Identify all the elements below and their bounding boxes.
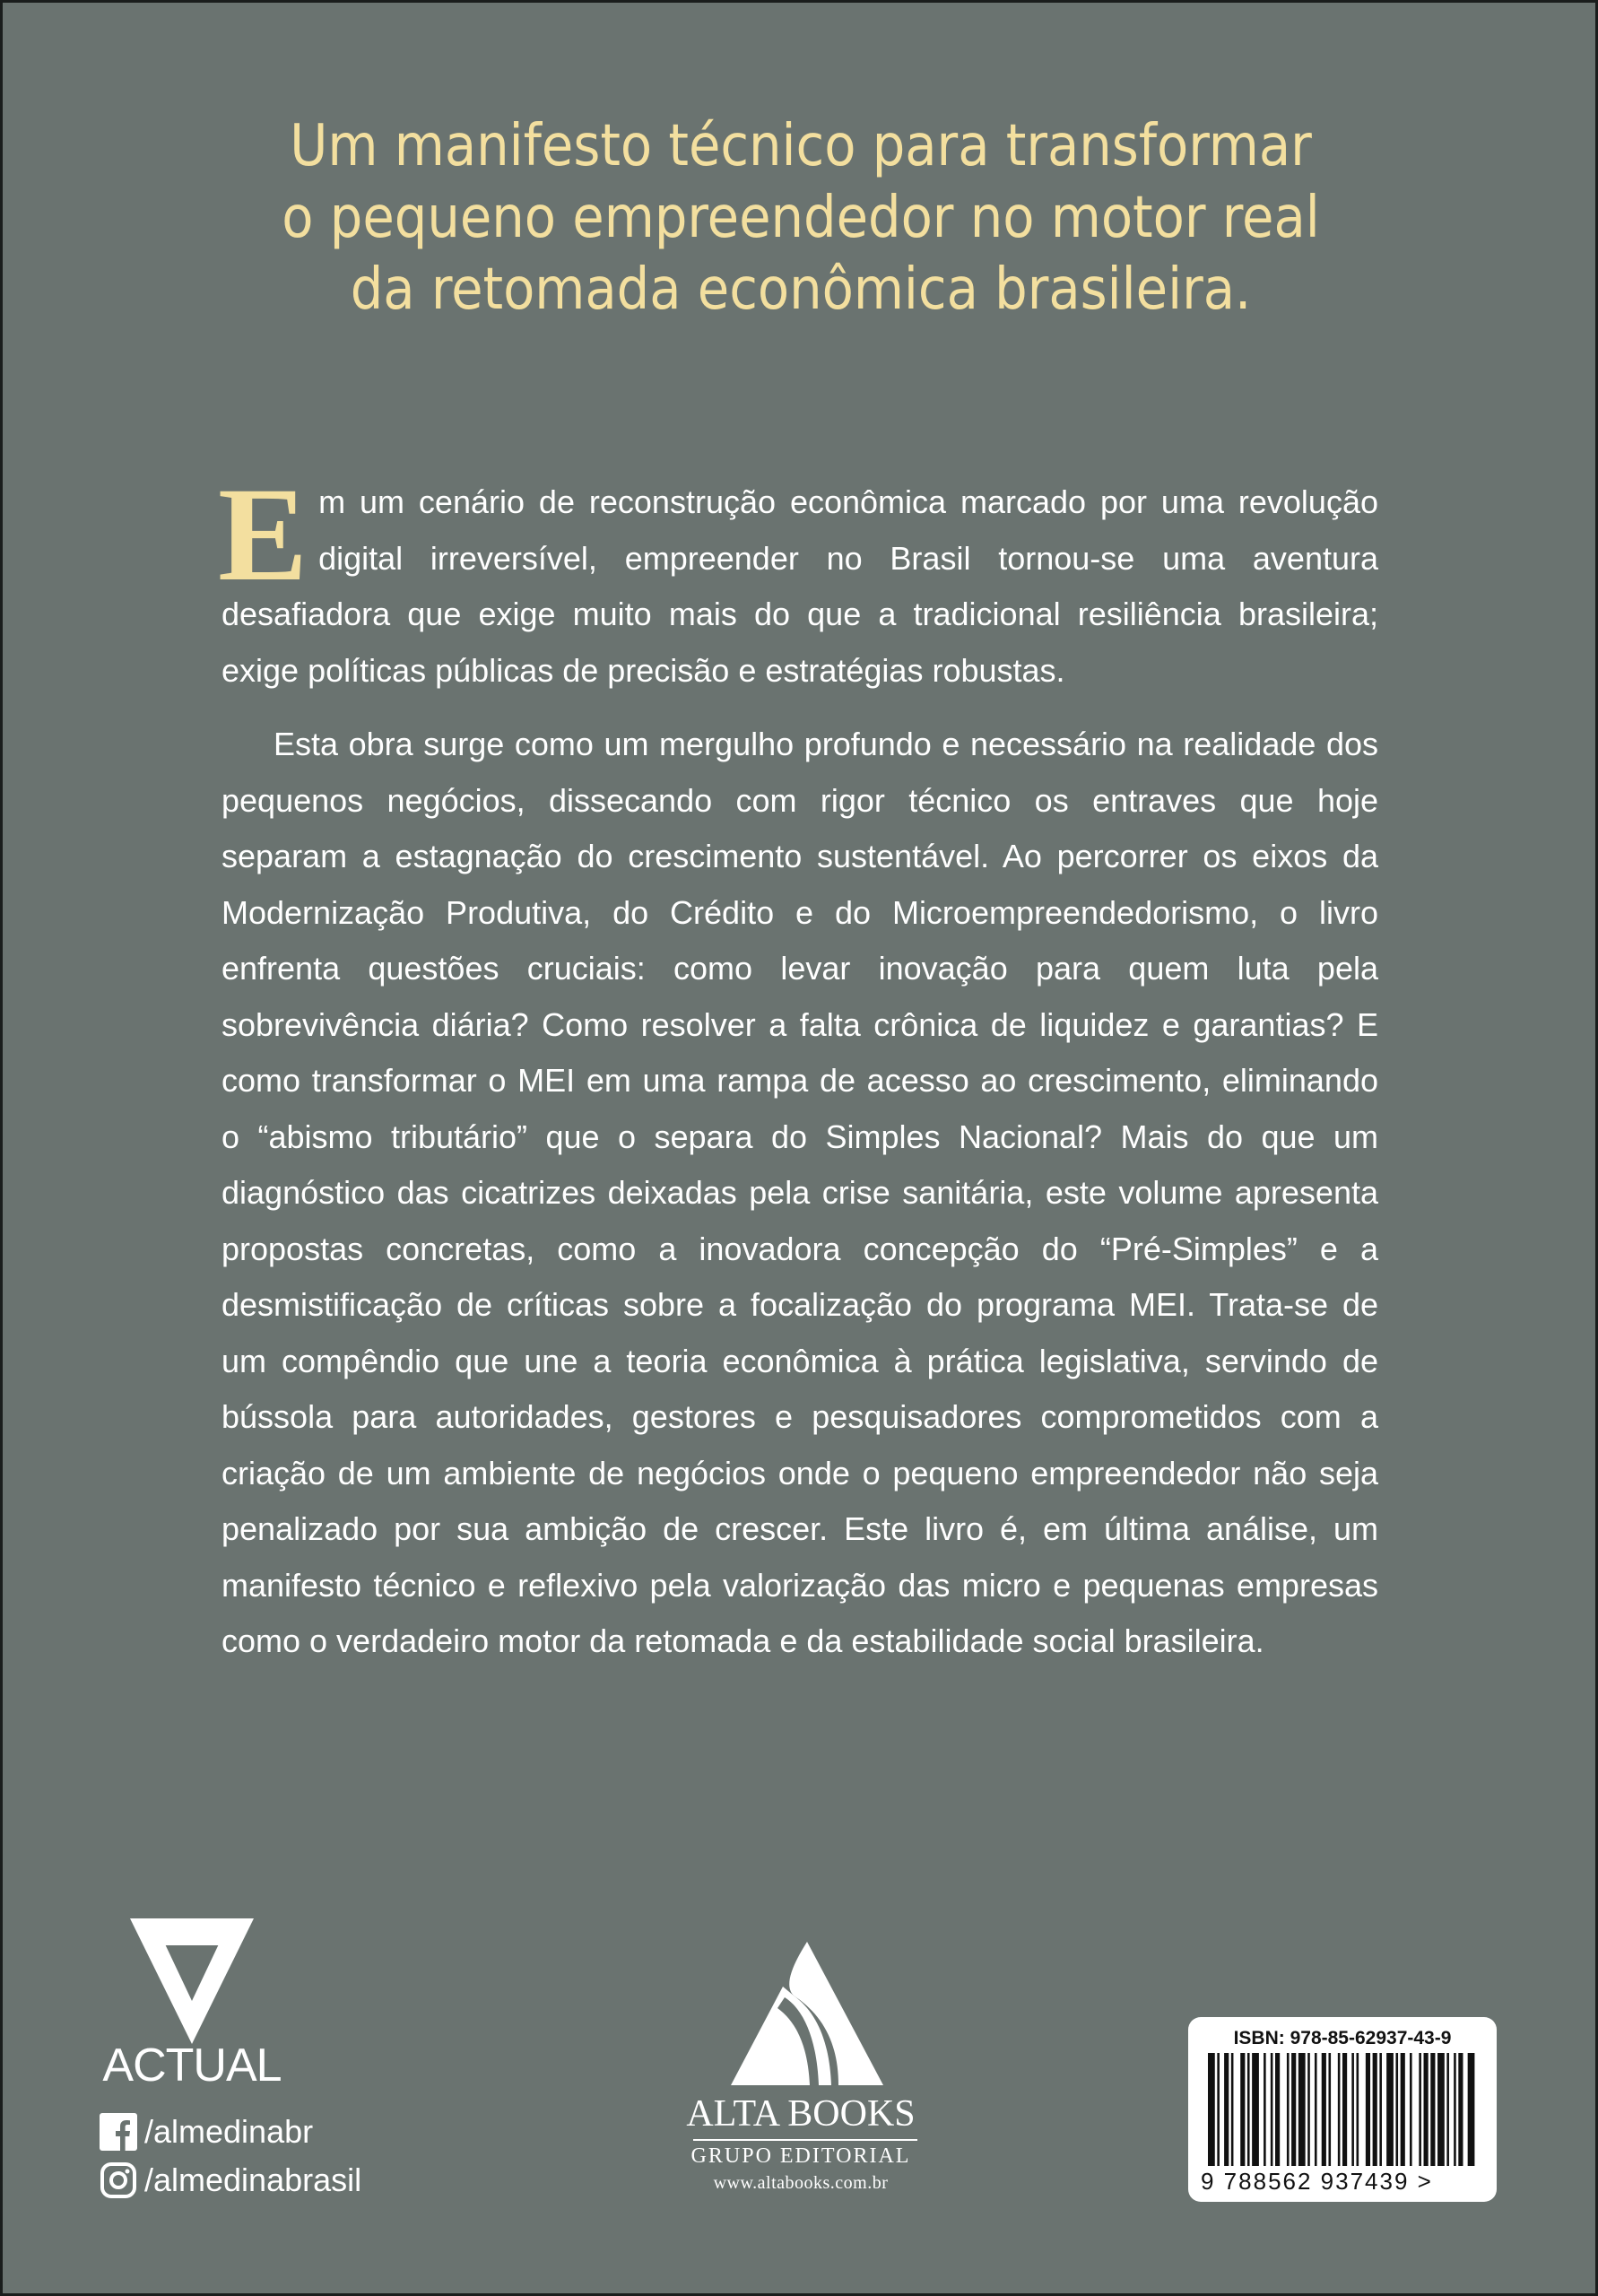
- barcode-bar: [1287, 2053, 1290, 2166]
- barcode-bar: [1224, 2053, 1229, 2166]
- alta-books-divider: [693, 2139, 917, 2141]
- barcode-bar: [1386, 2053, 1394, 2166]
- barcode-bar: [1217, 2053, 1220, 2166]
- barcode-bar: [1424, 2053, 1429, 2166]
- instagram-link[interactable]: [100, 2161, 361, 2200]
- barcode-bar: [1446, 2053, 1449, 2166]
- barcode-bar: [1322, 2053, 1326, 2166]
- facebook-handle: /almedinabr: [144, 2113, 314, 2150]
- barcode-bar: [1291, 2053, 1296, 2166]
- barcode-bar: [1351, 2053, 1354, 2166]
- paragraph-1-text: m um cenário de reconstrução econômica marcado por uma revolução digital irreversível, empreender no Brasil tornou-se uma aventura desafiadora que exige muito mais do que a tradicional resiliência brasileira; exige políticas públicas de precisão e estratégias robustas.: [221, 483, 1378, 689]
- barcode-bar: [1208, 2053, 1215, 2166]
- barcode-bar: [1468, 2053, 1475, 2166]
- barcode-digits: 9 788562 937439 >: [1201, 2168, 1433, 2195]
- barcode-bar: [1275, 2053, 1280, 2166]
- tagline-line-3: da retomada econômica brasileira.: [350, 257, 1252, 323]
- barcode-bar: [1379, 2053, 1382, 2166]
- barcode-bar: [1366, 2053, 1370, 2166]
- barcode-bar: [1395, 2053, 1398, 2166]
- alta-books-url: www.altabooks.com.br: [713, 2173, 889, 2193]
- barcode-bar: [1328, 2053, 1331, 2166]
- barcode-bar: [1247, 2053, 1250, 2166]
- synopsis: [218, 460, 1378, 1670]
- barcode-bars: [1208, 2053, 1477, 2166]
- tagline-line-2: o pequeno empreendedor no motor real: [282, 185, 1320, 251]
- barcode-bar: [1458, 2053, 1463, 2166]
- barcode-bar: [1373, 2053, 1377, 2166]
- instagram-handle: /almedinabrasil: [144, 2161, 362, 2198]
- barcode-bar: [1410, 2053, 1412, 2166]
- facebook-link[interactable]: [100, 2112, 313, 2152]
- barcode-bar: [1419, 2053, 1421, 2166]
- barcode-bar: [1315, 2053, 1317, 2166]
- barcode-bar: [1252, 2053, 1259, 2166]
- drop-cap: E: [218, 460, 308, 609]
- alta-books-logo-icon: [731, 1942, 883, 2085]
- alta-books-name: ALTA BOOKS: [686, 2093, 916, 2135]
- actual-wordmark: ACTUAL: [102, 2039, 282, 2092]
- barcode-bar: [1430, 2053, 1435, 2166]
- tagline: [164, 110, 1437, 326]
- synopsis-paragraph-1: [218, 460, 1378, 699]
- barcode-bar: [1437, 2053, 1445, 2166]
- barcode-bar: [1401, 2053, 1405, 2166]
- facebook-icon: [100, 2113, 137, 2151]
- synopsis-paragraph-2: Esta obra surge como um mergulho profundo e necessário na realidade dos pequenos negócios, dissecando com rigor técnico os entraves que hoje separam a estagnação do crescimento sustentável. Ao percorrer os eixos da Modernização Produtiva, do Crédito e do Microempreendedorismo, o livro enfrenta questões cruciais: como levar inovação para quem luta pela sobrevivência diária? Como resolver a falta crônica de liquidez e garantias? E como transformar o MEI em uma rampa de acesso ao crescimento, eliminando o “abismo tributário” que o separa do Simples Nacional? Mais do que um diagnóstico das cicatrizes deixadas pela crise sanitária, este volume apresenta propostas concretas, como a inovadora concepção do “Pré-Simples” e a desmistificação de críticas sobre a focalização do programa MEI. Trata-se de um compêndio que une a teoria econômica à prática legislativa, servindo de bússola para autoridades, gestores e pesquisadores comprometidos com a criação de um ambiente de negócios onde o pequeno empreendedor não seja penalizado por sua ambição de crescer. Este livro é, em última análise, um manifesto técnico e reflexivo pela valorização das micro e pequenas empresas como o verdadeiro motor da retomada e da estabilidade social brasileira.: [221, 726, 1378, 1659]
- barcode-bar: [1338, 2053, 1341, 2166]
- barcode-bar: [1454, 2053, 1456, 2166]
- barcode-bar: [1307, 2053, 1310, 2166]
- isbn-label: ISBN: 978-85-62937-43-9: [1233, 2028, 1452, 2048]
- barcode-bar: [1342, 2053, 1347, 2166]
- barcode-bar: [1271, 2053, 1273, 2166]
- tagline-line-1: Um manifesto técnico para transformar: [290, 113, 1312, 179]
- barcode-bar: [1298, 2053, 1306, 2166]
- barcode-bar: [1264, 2053, 1266, 2166]
- barcode-bar: [1231, 2053, 1234, 2166]
- barcode-bar: [1240, 2053, 1245, 2166]
- barcode-bar: [1357, 2053, 1359, 2166]
- alta-books-subtitle: GRUPO EDITORIAL: [690, 2144, 911, 2168]
- instagram-icon: [100, 2161, 137, 2199]
- isbn-barcode: [1188, 2017, 1497, 2202]
